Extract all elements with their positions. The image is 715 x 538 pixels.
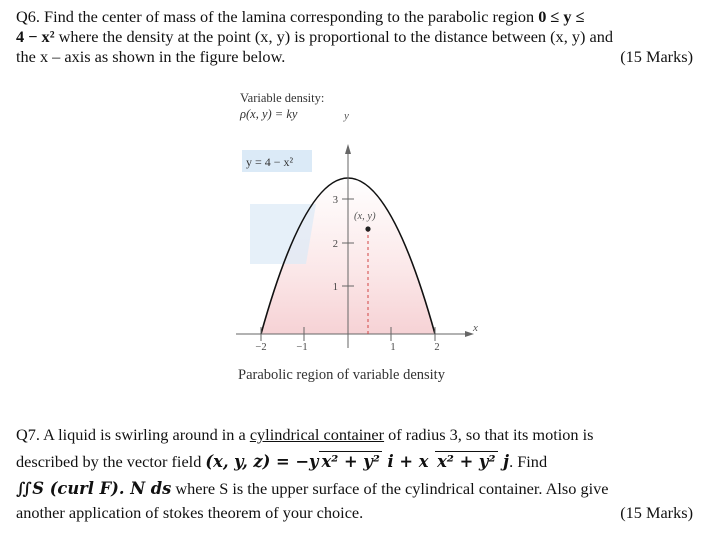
q6-text-1: Q6. Find the center of mass of the lamina corresponding to the parabolic region — [16, 7, 535, 26]
q7-line-1 — [16, 425, 593, 445]
q6-inequality: 0 ≤ y ≤ — [538, 7, 585, 26]
q6-marks: (15 Marks) — [620, 47, 693, 66]
q7-radical-1: x² + y² — [321, 452, 380, 471]
q7-text-1b: of radius 3, so that its motion is — [384, 425, 594, 444]
point-label: (x, y) — [354, 211, 376, 222]
q7-vector-args: (x, y, z) — [205, 452, 271, 471]
q7-text-2-end: . Find — [509, 452, 548, 471]
q7-text-3: where S is the upper surface of the cylindrical container. Also give — [171, 479, 609, 498]
x-axis-label: x — [473, 322, 478, 334]
q7-text-2a: described by the vector field — [16, 452, 206, 471]
q7-j-component: j — [497, 452, 510, 471]
figure-caption: Parabolic region of variable density — [238, 367, 445, 383]
q7-text-4: another application of stokes theorem of your choice. — [16, 503, 364, 522]
q6-text-2: where the density at the point (x, y) is proportional to the distance between (x, y) and — [54, 27, 613, 46]
y-tick-label: 3 — [332, 195, 338, 206]
sample-point — [365, 226, 370, 231]
y-tick-label: 1 — [332, 282, 338, 293]
q7-vector-eq: = −y — [270, 452, 319, 471]
x-tick-label: −2 — [255, 342, 267, 353]
q7-surface-integral: ∬S (curl F). N ds — [16, 479, 172, 498]
q7-line-3 — [16, 479, 609, 499]
q7-cylindrical-container: cylindrical container — [249, 425, 385, 444]
q6-text-3: the x – axis as shown in the figure below. — [16, 47, 286, 66]
y-axis-label: y — [344, 110, 349, 122]
q6-line-2 — [16, 27, 613, 47]
density-title: Variable density: — [240, 91, 325, 105]
density-formula: ρ(x, y) = ky — [240, 107, 298, 121]
q6-line-1 — [16, 7, 585, 27]
y-tick-label: 2 — [332, 239, 338, 250]
x-tick-label: −1 — [296, 342, 308, 353]
q7-i-component: i + x — [381, 452, 435, 471]
q6-region-expression: 4 − x² — [16, 27, 55, 46]
q7-text-1a: Q7. A liquid is swirling around in a — [16, 425, 250, 444]
y-axis-arrow-icon — [345, 144, 351, 154]
parabola-figure — [228, 86, 488, 386]
curve-label: y = 4 − x² — [246, 155, 294, 169]
q7-line-2 — [16, 451, 547, 472]
q6-line-3 — [16, 47, 285, 67]
q7-radical-2: x² + y² — [437, 452, 496, 471]
q7-line-4 — [16, 503, 363, 523]
q7-marks: (15 Marks) — [620, 503, 693, 522]
x-tick-label: 2 — [434, 342, 440, 353]
x-tick-label: 1 — [390, 342, 396, 353]
